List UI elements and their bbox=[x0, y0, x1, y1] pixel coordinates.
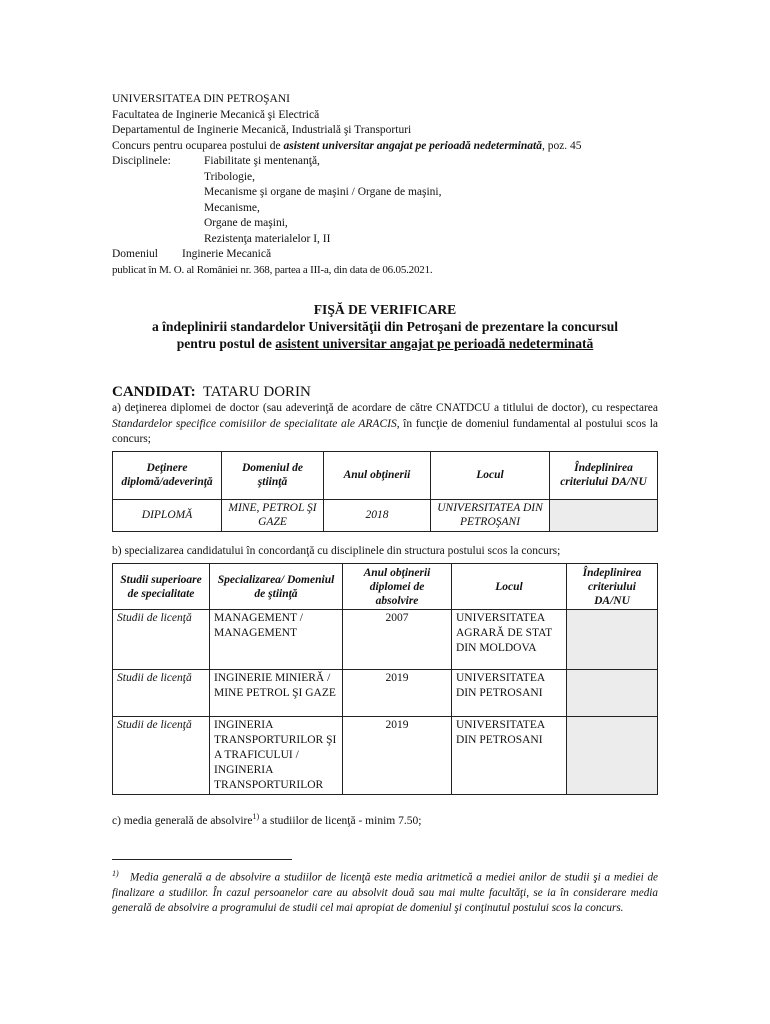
doctorate-table bbox=[112, 451, 658, 532]
footnote-divider bbox=[112, 859, 292, 860]
col-header: Domeniul de ştiinţă bbox=[222, 451, 324, 499]
col-header: Anul obţinerii bbox=[324, 451, 431, 499]
disciplines-block bbox=[112, 154, 658, 247]
footnote-mark: 1) bbox=[112, 869, 119, 879]
discipline-item: Organe de maşini, bbox=[204, 217, 288, 229]
faculty-name: Facultatea de Inginerie Mecanică şi Electrică bbox=[112, 108, 320, 121]
col-header: Locul bbox=[452, 564, 567, 610]
col-header: Îndeplinirea criteriului DA/NU bbox=[567, 564, 658, 610]
domain-label: Domeniul bbox=[112, 248, 158, 260]
section-c-text: c) media generală de absolvire$^{1)}$ a studiilor de licenţă - minim 7.50; bbox=[112, 812, 422, 827]
candidate-line bbox=[112, 383, 658, 401]
contest-line bbox=[112, 139, 658, 155]
discipline-item: Mecanisme şi organe de maşini / Organe de maşini, bbox=[204, 186, 442, 198]
publication-line: publicat în M. O. al României nr. 368, partea a III-a, din data de 06.05.2021. bbox=[112, 263, 433, 276]
criteria-cell bbox=[567, 670, 658, 717]
col-header: Studii superioare de specialitate bbox=[113, 564, 210, 610]
candidate-label: CANDIDAT: bbox=[112, 384, 196, 400]
document-title bbox=[112, 301, 658, 352]
col-header: Locul bbox=[431, 451, 550, 499]
discipline-item: Fiabilitate şi mentenanţă, bbox=[204, 155, 320, 167]
table-row: DIPLOMĂ MINE, PETROL ŞI GAZE 2018 UNIVERSITATEA DIN PETROŞANI bbox=[113, 499, 658, 531]
candidate-name: TATARU DORIN bbox=[202, 384, 311, 400]
table-row: Studii de licenţă INGINERIE MINIERĂ / MINE PETROL ŞI GAZE 2019 UNIVERSITATEA DIN PETROSANI bbox=[113, 670, 658, 717]
footnote-ref: 1) bbox=[252, 812, 260, 821]
contest-post: asistent universitar angajat pe perioadă nedeterminată bbox=[283, 139, 542, 152]
criteria-cell bbox=[550, 499, 658, 531]
studies-table bbox=[112, 563, 658, 795]
table-row: Studii de licenţă INGINERIA TRANSPORTURILOR ŞI A TRAFICULUI / INGINERIA TRANSPORTURILOR 2019 UNIVERSITATEA DIN PETROSANI bbox=[113, 717, 658, 795]
title-line-2: a îndeplinirii standardelor Universităţii din Petroşani de prezentare la concursul bbox=[151, 319, 619, 334]
university-name: UNIVERSITATEA DIN PETROŞANI bbox=[112, 93, 290, 105]
criteria-cell bbox=[567, 717, 658, 795]
col-header: Specializarea/ Domeniul de ştiinţă bbox=[210, 564, 343, 610]
footnote-text: Media generală a de absolvire a studiilor de licenţă este media aritmetică a mediei anilor de studii şi a mediei de finalizare a studiilor. În cazul persoanelor care au absolvit două sau mai multe facultăţi, se ia în considerare media generală de absolvire a programului de studii cel mai apropiat de domeniul şi conţinutul postului scos la concurs. bbox=[112, 872, 659, 915]
contest-prefix: Concurs pentru ocuparea postului de bbox=[112, 139, 284, 152]
disciplines-label: Disciplinele: bbox=[112, 155, 171, 167]
col-header: Deţinere diplomă/adeverinţă bbox=[113, 451, 222, 499]
discipline-item: Rezistenţa materialelor I, II bbox=[204, 232, 331, 245]
criteria-cell bbox=[567, 610, 658, 670]
domain-value: Inginerie Mecanică bbox=[182, 248, 272, 260]
section-b-text: b) specializarea candidatului în concordanţă cu disciplinele din structura postului scos la concurs; bbox=[112, 544, 561, 557]
col-header: Anul obţinerii diplomei de absolvire bbox=[343, 564, 452, 610]
department-name: Departamentul de Inginerie Mecanică, Industrială şi Transporturi bbox=[112, 124, 412, 136]
document-page bbox=[112, 92, 658, 916]
footnote bbox=[112, 866, 658, 916]
section-a-text: a) deţinerea diplomei de doctor (sau adeverinţă de acordare de către CNATDCU a titlului de doctor), cu respectarea Standardelor specifice comisiilor de specialitate ale ARACIS, în funcţie de domeniul fundamental al postului scos la concurs; bbox=[112, 402, 659, 445]
discipline-item: Mecanisme, bbox=[204, 201, 260, 214]
col-header: Îndeplinirea criteriului DA/NU bbox=[550, 451, 658, 499]
discipline-item: Tribologie, bbox=[204, 170, 256, 183]
title-line-1: FIŞĂ DE VERIFICARE bbox=[313, 302, 457, 317]
title-line-3: pentru postul de asistent universitar angajat pe perioadă nedeterminată bbox=[176, 336, 594, 351]
table-row: Studii de licenţă MANAGEMENT / MANAGEMENT 2007 UNIVERSITATEA AGRARĂ DE STAT DIN MOLDOVA bbox=[113, 610, 658, 670]
title-post: asistent universitar angajat pe perioadă nedeterminată bbox=[275, 336, 594, 351]
contest-suffix: , poz. 45 bbox=[541, 139, 582, 152]
domain-line bbox=[112, 247, 658, 263]
